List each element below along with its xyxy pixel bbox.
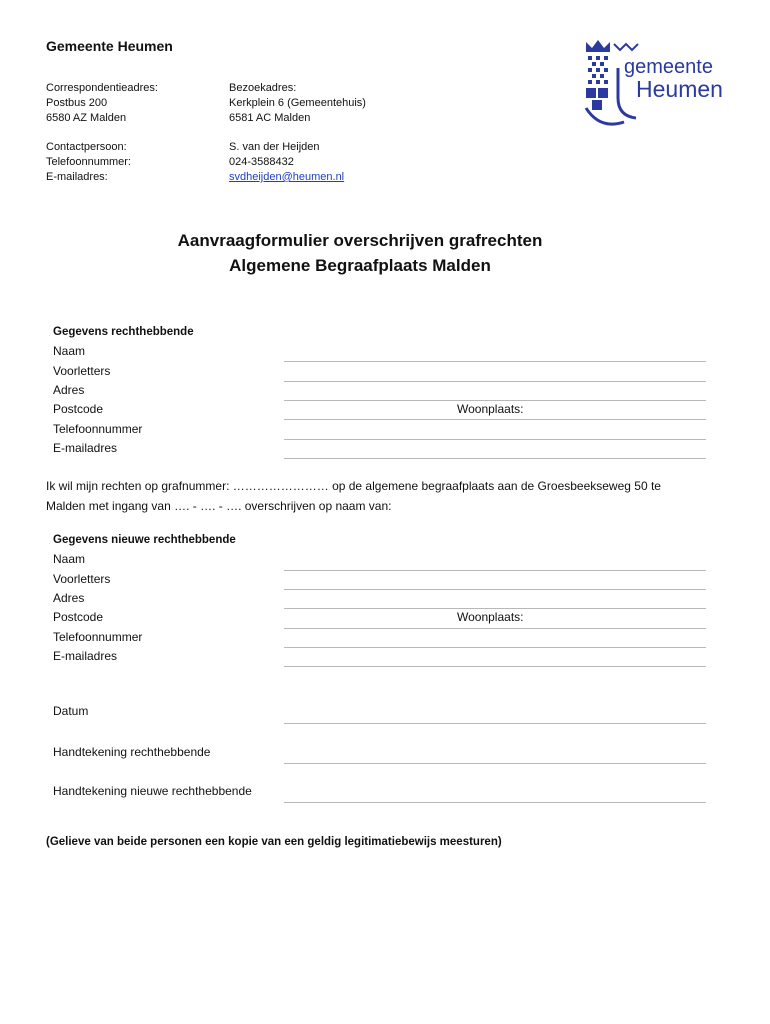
field-emailadres-line[interactable] — [284, 458, 706, 459]
contact-person-value: S. van der Heijden — [229, 141, 320, 153]
contact-labels — [46, 140, 226, 185]
logo-text-gemeente: gemeente — [624, 56, 713, 78]
field-emailadres-2-line[interactable] — [284, 666, 706, 667]
visit-label: Bezoekadres: — [229, 82, 297, 94]
contact-phone-label: Telefoonnummer: — [46, 156, 131, 168]
contact-person-label: Contactpersoon: — [46, 141, 127, 153]
label-voorletters: Voorletters — [53, 364, 111, 378]
label-adres: Adres — [53, 383, 85, 397]
legitimation-note: (Gelieve van beide personen een kopie van een geldig legitimatiebewijs meesturen) — [46, 836, 502, 848]
field-datum-line[interactable] — [284, 723, 706, 724]
section-heading-rechthebbende: Gegevens rechthebbende — [53, 326, 194, 338]
label-handtekening-rechthebbende: Handtekening rechthebbende — [53, 745, 211, 759]
field-handtekening-rechthebbende-line[interactable] — [284, 763, 706, 764]
transfer-statement-line1: Ik wil mijn rechten op grafnummer: …………………… op de algemene begraafplaats aan de Groesbeekseweg 50 te — [46, 479, 661, 493]
label-voorletters-2: Voorletters — [53, 572, 111, 586]
label-naam: Naam — [53, 344, 86, 358]
contact-phone-value: 024-3588432 — [229, 156, 294, 168]
field-adres-line[interactable] — [284, 400, 706, 401]
label-naam-2: Naam — [53, 552, 86, 566]
correspondence-label: Correspondentieadres: — [46, 82, 158, 94]
field-voorletters-line[interactable] — [284, 381, 706, 382]
field-postcode-2-line[interactable] — [284, 628, 706, 629]
visit-line2: 6581 AC Malden — [229, 112, 311, 124]
correspondence-line2: 6580 AZ Malden — [46, 112, 127, 124]
form-subtitle: Algemene Begraafplaats Malden — [229, 256, 491, 275]
organization-name: Gemeente Heumen — [46, 38, 173, 54]
transfer-statement-line2: Malden met ingang van …. - …. - …. overschrijven op naam van: — [46, 499, 392, 513]
visit-address — [229, 81, 449, 126]
label-emailadres-2: E-mailadres — [53, 649, 118, 663]
label-adres-2: Adres — [53, 591, 85, 605]
label-woonplaats: Woonplaats: — [457, 402, 524, 416]
label-woonplaats-2: Woonplaats: — [457, 610, 524, 624]
field-telefoonnummer-line[interactable] — [284, 439, 706, 440]
label-datum: Datum — [53, 704, 89, 718]
gemeente-heumen-logo — [584, 38, 744, 130]
field-naam-line[interactable] — [284, 361, 706, 362]
label-handtekening-nieuwe-rechthebbende: Handtekening nieuwe rechthebbende — [53, 784, 252, 798]
transfer-statement — [46, 476, 726, 516]
label-postcode: Postcode — [53, 402, 104, 416]
contact-email-link[interactable]: svdheijden@heumen.nl — [229, 171, 345, 183]
heumen-emblem-icon — [584, 38, 644, 130]
logo-text-heumen: Heumen — [636, 76, 723, 102]
visit-line1: Kerkplein 6 (Gemeentehuis) — [229, 97, 366, 109]
correspondence-address — [46, 81, 226, 126]
label-telefoonnummer-2: Telefoonnummer — [53, 630, 143, 644]
section-heading-nieuwe-rechthebbende: Gegevens nieuwe rechthebbende — [53, 534, 236, 546]
contact-email-label: E-mailadres: — [46, 171, 108, 183]
label-postcode-2: Postcode — [53, 610, 104, 624]
field-adres-2-line[interactable] — [284, 608, 706, 609]
contact-values — [229, 140, 449, 185]
correspondence-line1: Postbus 200 — [46, 97, 108, 109]
field-handtekening-nieuwe-rechthebbende-line[interactable] — [284, 802, 706, 803]
form-title: Aanvraagformulier overschrijven grafrechten — [177, 231, 543, 250]
label-emailadres: E-mailadres — [53, 441, 118, 455]
label-telefoonnummer: Telefoonnummer — [53, 422, 143, 436]
field-voorletters-2-line[interactable] — [284, 589, 706, 590]
field-postcode-line[interactable] — [284, 419, 706, 420]
field-naam-2-line[interactable] — [284, 570, 706, 571]
field-telefoonnummer-2-line[interactable] — [284, 647, 706, 648]
